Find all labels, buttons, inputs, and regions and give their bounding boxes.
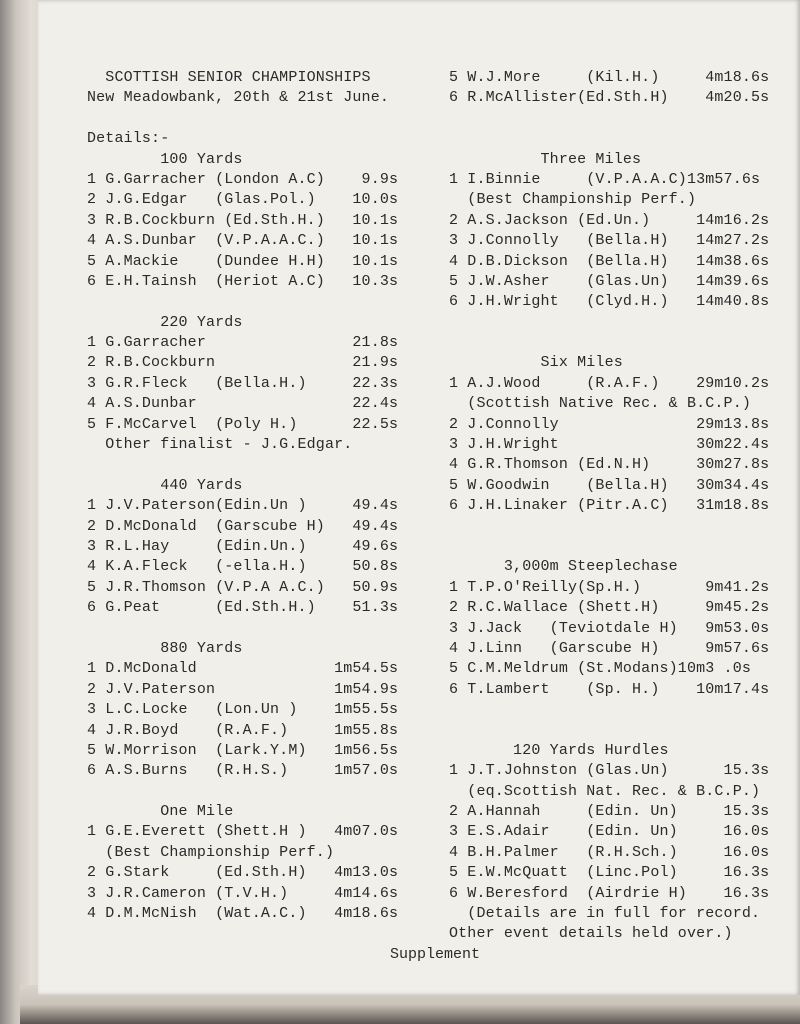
- left-column-line: (Best Championship Perf.): [87, 843, 335, 861]
- right-column-line: 5 J.W.Asher (Glas.Un) 14m39.6s: [449, 272, 770, 290]
- left-column-line: 6 E.H.Tainsh (Heriot A.C) 10.3s: [87, 272, 399, 290]
- left-column-line: One Mile: [87, 803, 234, 821]
- right-column: [449, 68, 769, 945]
- right-column-line: (eq.Scottish Nat. Rec. & B.C.P.): [449, 782, 761, 800]
- right-column-line: 3 E.S.Adair (Edin. Un) 16.0s: [449, 823, 770, 841]
- left-column-line: 6 G.Peat (Ed.Sth.H.) 51.3s: [87, 599, 399, 617]
- right-column-line: 4 J.Linn (Garscube H) 9m57.6s: [449, 639, 770, 657]
- right-column-line: 2 J.Connolly 29m13.8s: [449, 415, 770, 433]
- left-column-line: 3 J.R.Cameron (T.V.H.) 4m14.6s: [87, 884, 399, 902]
- left-column-line: [87, 109, 398, 129]
- left-column-line: Other finalist - J.G.Edgar.: [87, 436, 353, 454]
- left-column-line: 4 A.S.Dunbar (V.P.A.A.C.) 10.1s: [87, 232, 399, 250]
- right-column-line: 6 W.Beresford (Airdrie H) 16.3s: [449, 884, 770, 902]
- right-column-line: 120 Yards Hurdles: [449, 741, 669, 759]
- left-column: [87, 68, 398, 924]
- right-column-line: [449, 313, 769, 333]
- right-column-line: 1 J.T.Johnston (Glas.Un) 15.3s: [449, 762, 770, 780]
- left-column-line: 1 G.Garracher (London A.C) 9.9s: [87, 170, 399, 188]
- right-column-line: 3,000m Steeplechase: [449, 558, 678, 576]
- right-column-line: 5 E.W.McQuatt (Linc.Pol) 16.3s: [449, 864, 770, 882]
- document-page: [38, 0, 800, 995]
- right-column-line: Three Miles: [449, 150, 642, 168]
- left-column-line: 3 G.R.Fleck (Bella.H.) 22.3s: [87, 374, 399, 392]
- right-column-line: Other event details held over.): [449, 925, 733, 943]
- right-column-line: 1 A.J.Wood (R.A.F.) 29m10.2s: [449, 374, 770, 392]
- right-column-line: 2 R.C.Wallace (Shett.H) 9m45.2s: [449, 599, 770, 617]
- left-column-line: [87, 782, 398, 802]
- left-column-line: SCOTTISH SENIOR CHAMPIONSHIPS: [87, 69, 371, 86]
- left-column-line: 5 J.R.Thomson (V.P.A A.C.) 50.9s: [87, 578, 399, 596]
- left-column-line: 220 Yards: [87, 313, 243, 331]
- right-column-line: 2 A.S.Jackson (Ed.Un.) 14m16.2s: [449, 211, 770, 229]
- right-column-line: Six Miles: [449, 354, 623, 372]
- left-column-line: 1 G.E.Everett (Shett.H ) 4m07.0s: [87, 823, 399, 841]
- right-column-line: [449, 721, 769, 741]
- left-column-line: 1 D.McDonald 1m54.5s: [87, 660, 399, 678]
- left-column-line: [87, 292, 398, 312]
- left-column-line: 880 Yards: [87, 639, 243, 657]
- left-column-line: 3 L.C.Locke (Lon.Un ) 1m55.5s: [87, 701, 399, 719]
- left-column-line: 4 A.S.Dunbar 22.4s: [87, 395, 399, 413]
- left-column-line: 2 G.Stark (Ed.Sth.H) 4m13.0s: [87, 864, 399, 882]
- left-column-line: 440 Yards: [87, 476, 243, 494]
- right-column-line: 5 W.Goodwin (Bella.H) 30m34.4s: [449, 476, 770, 494]
- left-column-line: 4 K.A.Fleck (-ella.H.) 50.8s: [87, 558, 399, 576]
- page-footer: Supplement: [390, 946, 481, 963]
- left-column-line: 1 J.V.Paterson(Edin.Un ) 49.4s: [87, 497, 399, 515]
- right-column-line: [449, 537, 769, 557]
- right-column-line: 6 T.Lambert (Sp. H.) 10m17.4s: [449, 680, 770, 698]
- right-column-line: 5 C.M.Meldrum (St.Modans)10m3 .0s: [449, 660, 751, 678]
- left-column-line: 3 R.L.Hay (Edin.Un.) 49.6s: [87, 537, 399, 555]
- left-column-line: 2 J.G.Edgar (Glas.Pol.) 10.0s: [87, 191, 399, 209]
- left-column-line: 100 Yards: [87, 150, 243, 168]
- left-column-line: 1 G.Garracher 21.8s: [87, 334, 399, 352]
- right-column-line: 4 D.B.Dickson (Bella.H) 14m38.6s: [449, 252, 770, 270]
- right-column-line: 3 J.H.Wright 30m22.4s: [449, 436, 770, 454]
- right-column-line: [449, 109, 769, 129]
- right-column-line: 5 W.J.More (Kil.H.) 4m18.6s: [449, 69, 770, 86]
- right-column-line: (Scottish Native Rec. & B.C.P.): [449, 395, 751, 413]
- right-column-line: 4 B.H.Palmer (R.H.Sch.) 16.0s: [449, 843, 770, 861]
- left-column-line: 6 A.S.Burns (R.H.S.) 1m57.0s: [87, 762, 399, 780]
- left-column-line: 4 J.R.Boyd (R.A.F.) 1m55.8s: [87, 721, 399, 739]
- right-column-line: (Best Championship Perf.): [449, 191, 697, 209]
- right-column-line: [449, 129, 769, 149]
- left-column-line: New Meadowbank, 20th & 21st June.: [87, 89, 389, 107]
- left-column-line: 2 R.B.Cockburn 21.9s: [87, 354, 399, 372]
- right-column-line: 2 A.Hannah (Edin. Un) 15.3s: [449, 803, 770, 821]
- right-column-line: 6 R.McAllister(Ed.Sth.H) 4m20.5s: [449, 89, 770, 107]
- left-column-line: Details:-: [87, 130, 170, 148]
- left-column-line: 4 D.M.McNish (Wat.A.C.) 4m18.6s: [87, 905, 399, 923]
- left-column-line: 5 W.Morrison (Lark.Y.M) 1m56.5s: [87, 741, 399, 759]
- right-column-line: 3 J.Connolly (Bella.H) 14m27.2s: [449, 232, 770, 250]
- left-column-line: 2 D.McDonald (Garscube H) 49.4s: [87, 517, 399, 535]
- left-column-line: [87, 455, 398, 475]
- right-column-line: [449, 700, 769, 720]
- left-column-line: [87, 619, 398, 639]
- left-column-line: 3 R.B.Cockburn (Ed.Sth.H.) 10.1s: [87, 211, 399, 229]
- left-column-line: 2 J.V.Paterson 1m54.9s: [87, 680, 399, 698]
- right-column-line: [449, 333, 769, 353]
- right-column-line: 1 T.P.O'Reilly(Sp.H.) 9m41.2s: [449, 578, 770, 596]
- right-column-line: 6 J.H.Wright (Clyd.H.) 14m40.8s: [449, 293, 770, 311]
- right-column-line: 3 J.Jack (Teviotdale H) 9m53.0s: [449, 619, 770, 637]
- right-column-line: (Details are in full for record.: [449, 905, 761, 923]
- left-column-line: 5 F.McCarvel (Poly H.) 22.5s: [87, 415, 399, 433]
- right-column-line: 6 J.H.Linaker (Pitr.A.C) 31m18.8s: [449, 497, 770, 515]
- right-column-line: 4 G.R.Thomson (Ed.N.H) 30m27.8s: [449, 456, 770, 474]
- right-column-line: [449, 517, 769, 537]
- left-column-line: 5 A.Mackie (Dundee H.H) 10.1s: [87, 252, 399, 270]
- right-column-line: 1 I.Binnie (V.P.A.A.C)13m57.6s: [449, 170, 761, 188]
